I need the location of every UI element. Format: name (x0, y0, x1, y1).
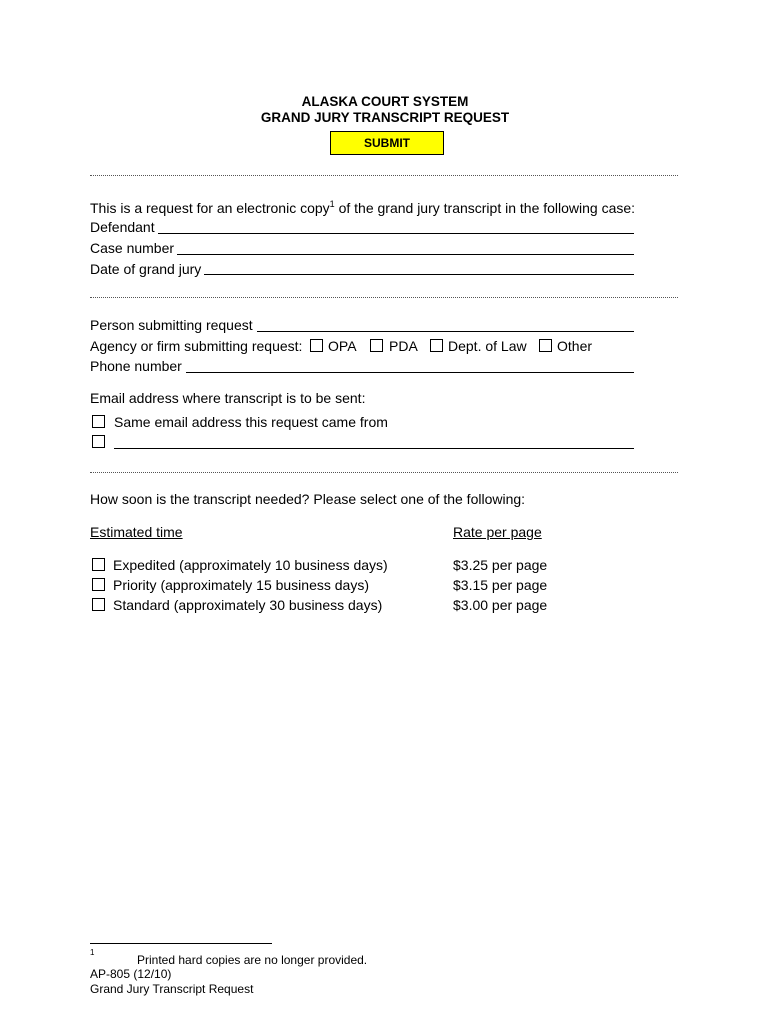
other-email-checkbox[interactable] (92, 435, 105, 448)
form-code: AP-805 (12/10) (90, 967, 172, 981)
agency-law-checkbox[interactable] (430, 339, 443, 352)
case-number-label: Case number (90, 240, 175, 256)
footnote-rule (90, 943, 272, 944)
case-intro-text: This is a request for an electronic copy (90, 200, 330, 216)
defendant-field[interactable] (158, 233, 634, 234)
section-divider (90, 175, 678, 176)
person-label: Person submitting request (90, 317, 253, 333)
expedited-rate: $3.25 per page (453, 557, 548, 573)
standard-rate: $3.00 per page (453, 597, 548, 613)
other-email-field[interactable] (114, 448, 634, 449)
person-field[interactable] (257, 331, 634, 332)
phone-label: Phone number (90, 358, 182, 374)
footnote-number: 1 (90, 948, 95, 957)
defendant-label: Defendant (90, 219, 155, 235)
grand-jury-date-label: Date of grand jury (90, 261, 202, 277)
agency-other-label: Other (557, 338, 593, 354)
agency-opa-checkbox[interactable] (310, 339, 323, 352)
same-email-label: Same email address this request came from (114, 414, 388, 430)
timing-question: How soon is the transcript needed? Please select one of the following: (90, 491, 526, 507)
priority-rate: $3.15 per page (453, 577, 548, 593)
grand-jury-date-field[interactable] (204, 274, 634, 275)
same-email-checkbox[interactable] (92, 415, 105, 428)
footnote-marker: 1 (329, 199, 335, 209)
agency-pda-label: PDA (389, 338, 418, 354)
agency-opa-label: OPA (328, 338, 357, 354)
estimated-time-header: Estimated time (90, 524, 183, 540)
agency-pda-checkbox[interactable] (370, 339, 383, 352)
section-divider (90, 472, 678, 473)
case-intro-text-end: of the grand jury transcript in the following case: (334, 200, 636, 216)
email-heading: Email address where transcript is to be sent: (90, 390, 366, 406)
expedited-label: Expedited (approximately 10 business days) (113, 557, 388, 573)
agency-other-checkbox[interactable] (539, 339, 552, 352)
rate-header: Rate per page (453, 524, 542, 540)
standard-label: Standard (approximately 30 business days) (113, 597, 383, 613)
priority-label: Priority (approximately 15 business days) (113, 577, 369, 593)
submit-button[interactable]: SUBMIT (330, 131, 444, 155)
agency-law-label: Dept. of Law (448, 338, 527, 354)
form-title: GRAND JURY TRANSCRIPT REQUEST (260, 110, 510, 125)
footnote-text: Printed hard copies are no longer provided. (137, 953, 368, 967)
section-divider (90, 297, 678, 298)
expedited-checkbox[interactable] (92, 558, 105, 571)
form-name: Grand Jury Transcript Request (90, 982, 254, 996)
case-number-field[interactable] (177, 254, 634, 255)
form-org-title: ALASKA COURT SYSTEM (301, 94, 469, 109)
priority-checkbox[interactable] (92, 578, 105, 591)
phone-field[interactable] (186, 372, 634, 373)
case-intro (90, 196, 635, 216)
agency-label: Agency or firm submitting request: (90, 338, 303, 354)
standard-checkbox[interactable] (92, 598, 105, 611)
